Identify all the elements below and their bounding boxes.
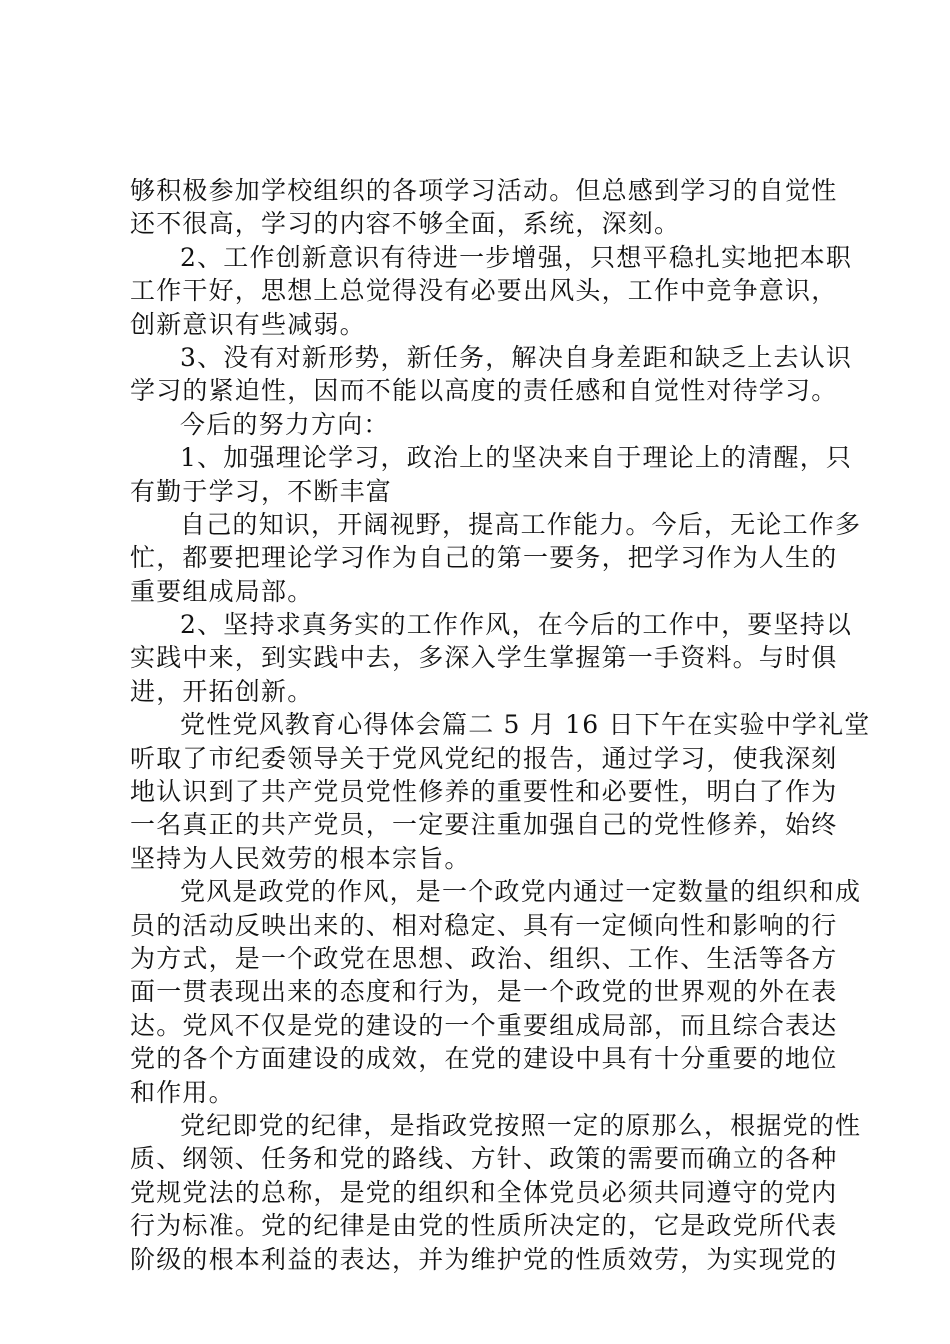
text-line: 3、没有对新形势，新任务，解决自身差距和缺乏上去认识 — [180, 342, 853, 372]
text-line: 一名真正的共产党员，一定要注重加强自己的党性修养，始终 — [130, 810, 838, 840]
text-line: 阶级的根本利益的表达，并为维护党的性质效劳，为实现党的 — [130, 1244, 838, 1274]
text-line: 还不很高，学习的内容不够全面，系统，深刻。 — [130, 209, 681, 239]
text-line: 实践中来，到实践中去，多深入学生掌握第一手资料。与时俱 — [130, 643, 838, 673]
text-line: 员的活动反映出来的、相对稳定、具有一定倾向性和影响的行 — [130, 910, 838, 940]
text-line: 工作干好，思想上总觉得没有必要出风头，工作中竞争意识， — [130, 276, 838, 306]
text-line: 2、坚持求真务实的工作作风，在今后的工作中，要坚持以 — [180, 610, 853, 640]
text-line: 质、纲领、任务和党的路线、方针、政策的需要而确立的各种 — [130, 1144, 838, 1174]
text-line: 2、工作创新意识有待进一步增强，只想平稳扎实地把本职 — [180, 242, 853, 272]
text-line: 党性党风教育心得体会篇二 5 月 16 日下午在实验中学礼堂 — [180, 710, 871, 740]
text-line: 听取了市纪委领导关于党风党纪的报告，通过学习，使我深刻 — [130, 743, 838, 773]
text-line: 为方式，是一个政党在思想、政治、组织、工作、生活等各方 — [130, 943, 838, 973]
text-line: 重要组成局部。 — [130, 576, 314, 606]
text-line: 有勤于学习，不断丰富 — [130, 476, 393, 506]
text-line: 1、加强理论学习，政治上的坚决来自于理论上的清醒，只 — [180, 443, 853, 473]
text-line: 够积极参加学校组织的各项学习活动。但总感到学习的自觉性 — [130, 176, 838, 205]
text-line: 达。党风不仅是党的建设的一个重要组成局部，而且综合表达 — [130, 1010, 838, 1040]
text-line: 进，开拓创新。 — [130, 676, 314, 706]
text-line: 和作用。 — [130, 1077, 235, 1107]
text-line: 今后的努力方向： — [180, 409, 390, 439]
text-line: 忙，都要把理论学习作为自己的第一要务，把学习作为人生的 — [130, 543, 838, 573]
text-line: 党风是政党的作风，是一个政党内通过一定数量的组织和成 — [180, 877, 862, 907]
text-line: 自己的知识，开阔视野，提高工作能力。今后，无论工作多 — [180, 509, 862, 539]
text-line: 学习的紧迫性，因而不能以高度的责任感和自觉性对待学习。 — [130, 376, 838, 406]
text-line: 党规党法的总称，是党的组织和全体党员必须共同遵守的党内 — [130, 1177, 838, 1207]
text-line: 行为标准。党的纪律是由党的性质所决定的，它是政党所代表 — [130, 1211, 838, 1241]
text-line: 面一贯表现出来的态度和行为，是一个政党的世界观的外在表 — [130, 977, 838, 1007]
text-line: 创新意识有些减弱。 — [130, 309, 366, 339]
text-line: 地认识到了共产党员党性修养的重要性和必要性，明白了作为 — [130, 777, 838, 807]
text-line: 坚持为人民效劳的根本宗旨。 — [130, 843, 471, 873]
document-body-text — [130, 174, 871, 1276]
text-line: 党的各个方面建设的成效，在党的建设中具有十分重要的地位 — [130, 1044, 838, 1074]
text-line: 党纪即党的纪律，是指政党按照一定的原那么，根据党的性 — [180, 1110, 862, 1140]
